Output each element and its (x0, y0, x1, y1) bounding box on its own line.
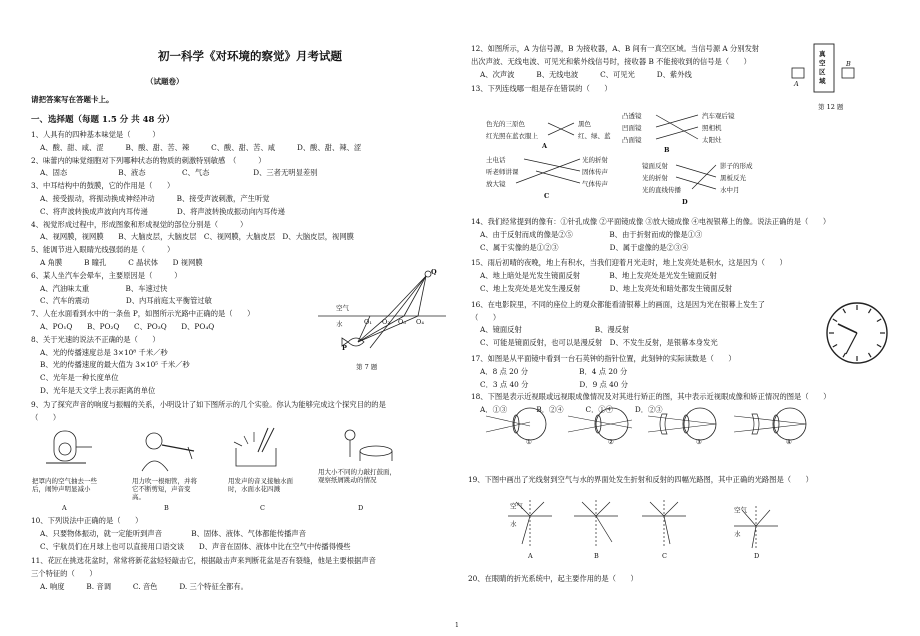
question-line: 15、雨后初晴的夜晚，地上有积水，当我们迎着月光走时，地上发亮处是积水，这是因为（ ） (471, 258, 787, 268)
q13d-right-2: 黑板反光 (720, 174, 746, 182)
q13d-left-1: 镜面反射 (642, 162, 668, 170)
q7-q-label: Q (431, 268, 437, 276)
q13c-left-3: 放大镜 (486, 180, 506, 188)
instruction: 请把答案写在答题卡上。 (31, 95, 114, 104)
page-subtitle: （试题卷） (146, 77, 184, 86)
eye-diagram-1 (486, 408, 546, 440)
question-line: 7、人在水面看到水中的一条鱼 P，如图所示光路中正确的是（ ） (31, 309, 255, 319)
question-line: A、汽油味太重 B、车速过快 (40, 283, 168, 293)
question-line: C、宇航员们在月球上也可以直接用口语交谈 D、声音在固体、液体中比在空气中传播得慢些 (40, 542, 351, 552)
question-line: 17、如图是从平面镜中看到一台石英钟的指针位置，此刻钟的实际读数是（ ） (471, 354, 736, 363)
q19-letter-c: C (662, 552, 667, 560)
q18-label-4: ④ (786, 438, 792, 446)
q13d-right-3: 水中月 (720, 186, 740, 194)
person-head-icon (146, 433, 162, 449)
question-line: 13、下列连线哪一组是存在错误的（ ） (471, 83, 612, 93)
question-line: 三个特征的（ ） (31, 568, 97, 578)
signal-source-icon (792, 68, 804, 78)
q19-letter-b: B (594, 552, 599, 560)
q12-vacuum-label: 真空区域 (819, 50, 826, 85)
left-column (28, 0, 458, 636)
q13c-letter: C (544, 192, 550, 200)
question-line: 3、中耳结构中的鼓膜，它的作用是（ ） (31, 181, 175, 191)
question-line: 18、下图是表示近视眼或远视眼成像情况及对其进行矫正的图，其中表示近视眼成像和矫正情况的图是（ ） (471, 392, 831, 402)
q9-caption-d: 用大小不同的力敲打鼓面，观察纸屑跳动的情况 (318, 468, 396, 484)
question-line: A 角膜 B 瞳孔 C 晶状体 D 视网膜 (40, 258, 203, 267)
q9-caption-a: 把罩内的空气抽去一些后，闹钟声明显减小 (32, 477, 97, 493)
q13-group-d (638, 160, 818, 210)
question-line: 11、花匠在挑选花盆时，常常将新花盆轻轻敲击它，根据敲击声来判断花盆是否有裂缝，他是主要根据声音 (31, 555, 376, 565)
question-line: D、光年是天文学上表示距离的单位 (40, 386, 156, 395)
question-line: 12、如图所示，A 为信号源，B 为接收器，A、B 间有一真空区域。当信号源 A 分别发射 (471, 44, 760, 53)
question-line: C．3 点 40 分 D．9 点 40 分 (480, 379, 629, 389)
ray-q-o1 (370, 276, 426, 348)
q9-letter-a: A (62, 504, 67, 512)
q13-group-b (618, 110, 798, 156)
ray-q-o4 (418, 276, 426, 316)
q7-air-label: 空气 (336, 304, 349, 312)
q9-figure-b (132, 427, 202, 475)
q18-label-3: ③ (696, 438, 702, 446)
q17-mirror-clock (824, 300, 890, 366)
q13a-left-2: 红光照在蓝衣服上 (486, 132, 538, 140)
question-20: 20、在眼睛的折光系统中，起主要作用的是（ ） (468, 574, 638, 583)
q9-caption-c: 用发声的音叉接触水面时，水面水花四溅 (228, 477, 293, 493)
q7-o4-label: O₄ (416, 318, 424, 326)
question-line: 9、为了探究声音的响度与振幅的关系，小明设计了如下图所示的几个实验。你认为能够完成这个探究目的的是 (31, 399, 386, 409)
water-basin-icon (236, 448, 276, 466)
q13d-left-3: 光的直线传播 (642, 186, 681, 194)
q7-o1-label: O₁ (364, 318, 372, 326)
q13b-right-2: 照相机 (702, 124, 722, 132)
drum-icon (360, 446, 392, 456)
q13a-right-2: 红、绿、蓝 (578, 132, 611, 140)
question-line: C、将声波转换成声波向内耳传递 D、将声波转换成振动向内耳传递 (40, 206, 285, 216)
question-line: C、可能是镜面反射，也可以是漫反射 D、不发生反射，是银幕本身发光 (480, 338, 718, 348)
q7-o2-label: O₂ (382, 318, 390, 326)
q18-label-2: ② (608, 438, 614, 446)
q7-o3-label: O₃ (398, 318, 406, 326)
question-line: A. 响度 B. 音调 C. 音色 D. 三个特征全都有。 (40, 582, 248, 591)
right-column (468, 0, 898, 636)
q13b-right-1: 汽车观后镜 (702, 112, 735, 120)
q9-caption-b: 用力吹一根细管，并将它不断剪短，声音变高。 (132, 477, 197, 501)
q7-caption: 第 7 题 (356, 363, 378, 371)
q19d-air-label: 空气 (734, 506, 747, 514)
q19-letter-d: D (754, 552, 760, 560)
q13a-right-1: 黑色 (578, 120, 591, 128)
tuning-fork-icon (258, 428, 268, 452)
page-title: 初一科学《对环境的察觉》月考试题 (158, 49, 342, 63)
question-line: A、只要物体振动，就一定能听到声音 B、固体、液体、气体都能传播声音 (40, 529, 307, 539)
q19a-air-label: 空气 (510, 502, 523, 510)
question-line: C、光年是一种长度单位 (40, 373, 119, 383)
question-line: 5、能调节进入眼睛光线强弱的是（ ） (31, 245, 175, 255)
q13c-right-2: 固体传声 (582, 168, 608, 176)
q18-label-1: ① (526, 438, 532, 446)
question-line: A、视网膜，视网膜 B、大脑皮层，大脑皮层 C、视网膜，大脑皮层 D、大脑皮层，视网膜 (40, 232, 354, 242)
q7-water-label: 水 (336, 320, 343, 328)
question-line: A、固态 B、液态 C、气态 D、三者无明显差别 (40, 168, 318, 178)
q13b-left-3: 凸面镜 (622, 136, 642, 144)
question-line: C、属于实像的是①②③ D、属于虚像的是②③④ (480, 242, 689, 252)
question-line: C、地上发亮处是光发生漫反射 D、地上发亮处和暗处都发生镜面反射 (480, 284, 733, 293)
question-line: 10、下列说法中正确的是（ ） (31, 516, 143, 525)
q13c-right-1: 光的折射 (582, 156, 608, 164)
question-line: B、光的传播速度的最大值为 3×10⁵ 千米／秒 (40, 360, 190, 370)
question-line: A、由于反射而成的像是②⑤ B、由于折射而成的像是①③ (480, 229, 703, 239)
q13c-right-3: 气体传声 (582, 180, 608, 188)
q19a-water-label: 水 (510, 520, 517, 528)
q19d-water-label: 水 (734, 530, 741, 538)
question-line: A、镜面反射 B、漫反射 (480, 325, 630, 335)
q13d-letter: D (682, 198, 688, 206)
q13b-left-1: 凸透镜 (622, 112, 642, 120)
q13c-left-1: 土电话 (486, 156, 506, 164)
q13a-letter: A (542, 142, 548, 150)
q12-a-label: A (794, 80, 799, 88)
question-line: A、地上暗处是光发生镜面反射 B、地上发亮处是光发生镜面反射 (480, 271, 717, 281)
q7-p-label: P (342, 344, 347, 352)
q9-letter-b: B (164, 504, 169, 512)
page-number: 1 (455, 622, 459, 629)
q13d-right-1: 影子的形成 (720, 162, 753, 170)
question-line: 出次声波、无线电波、可见光和紫外线信号时，接收器 B 不能接收到的信号是（ ） (471, 57, 751, 67)
scissors-icon (188, 447, 192, 459)
eye-diagram-2 (568, 408, 632, 440)
alarm-clock-icon (59, 443, 71, 455)
question-line: 1、人具有的四种基本味觉是（ ） (31, 130, 160, 139)
q13b-left-2: 凹面镜 (622, 124, 642, 132)
q13b-right-3: 太阳灶 (702, 136, 722, 144)
question-line: A、次声波 B、无线电波 C、可见光 D、紫外线 (480, 70, 692, 80)
question-line: （ ） (31, 412, 61, 422)
q13d-left-2: 光的折射 (642, 174, 668, 182)
q7-refraction-figure (318, 268, 448, 360)
q19-refraction-diagrams (508, 500, 788, 560)
question-19: 19、下图中画出了光线射到空气与水的界面处发生折射和反射的四幅光路图，其中正确的光路图是（ ） (468, 475, 813, 484)
eye-diagram-4 (734, 408, 806, 440)
q9-figure-a (36, 427, 96, 475)
question-line: 2、味蕾内的味觉细胞对下列哪种状态的物质的刺激特别敏感 （ ） (31, 155, 266, 165)
question-line: 4、视觉形成过程中，形成图象和形成视觉的部位分别是（ ） (31, 219, 248, 229)
minute-hand (846, 333, 857, 354)
question-line: A、光的传播速度总是 3×10⁸ 千米／秒 (40, 347, 168, 357)
question-line: 16、在电影院里，不同的座位上的观众都能看清银幕上的画面，这是因为光在银幕上发生了 (471, 299, 765, 309)
question-line: A．①③ B．②④ C．①④ D．②③ (480, 405, 663, 415)
question-line: 6、某人坐汽车会晕车，主要原因是（ ） (31, 270, 182, 280)
person-icon (345, 430, 355, 440)
q9-letter-d: D (358, 504, 364, 512)
q9-figure-c (228, 424, 298, 472)
q13a-left-1: 色光的三原色 (486, 120, 525, 128)
question-line: C、汽车的震动 D、内耳前庭太平衡管过敏 (40, 296, 212, 306)
q9-figure-d (338, 427, 398, 465)
q13b-letter: B (664, 146, 670, 154)
receiver-icon (842, 68, 854, 78)
question-line: A、PO₁Q B、PO₂Q C、PO₃Q D、PO₄Q (40, 322, 215, 331)
q13c-left-2: 听老师讲课 (486, 168, 519, 176)
question-line: A、接受振动，将振动换成神经冲动 B、接受声波刺激，产生听觉 (40, 194, 270, 203)
q12-caption: 第 12 题 (818, 103, 844, 111)
q12-b-label: B (846, 60, 851, 68)
q18-eye-diagrams (482, 402, 822, 448)
q12-figure (788, 40, 858, 100)
question-line: 14、我们经常提到的像有：①针孔成像 ②平面镜成像 ③放大镜成像 ④电视银幕上的像。说法正确的是（ ） (471, 217, 831, 226)
eye-diagram-3 (648, 408, 716, 440)
question-line: 8、关于光速的说法不正确的是（ ） (31, 334, 160, 344)
q13-group-c (482, 154, 662, 204)
hour-hand (838, 324, 857, 333)
q19-letter-a: A (528, 552, 533, 560)
question-line: A、酸、甜、咸、涩 B、酸、甜、苦、辣 C、酸、甜、苦、咸 D、酸、甜、辣、涩 (40, 142, 362, 152)
question-line: A．8 点 20 分 B．4 点 20 分 (480, 366, 628, 376)
section-heading: 一、选择题（每题 1.5 分 共 48 分） (31, 115, 175, 125)
q9-letter-c: C (260, 504, 265, 512)
question-line: （ ） (471, 312, 501, 322)
